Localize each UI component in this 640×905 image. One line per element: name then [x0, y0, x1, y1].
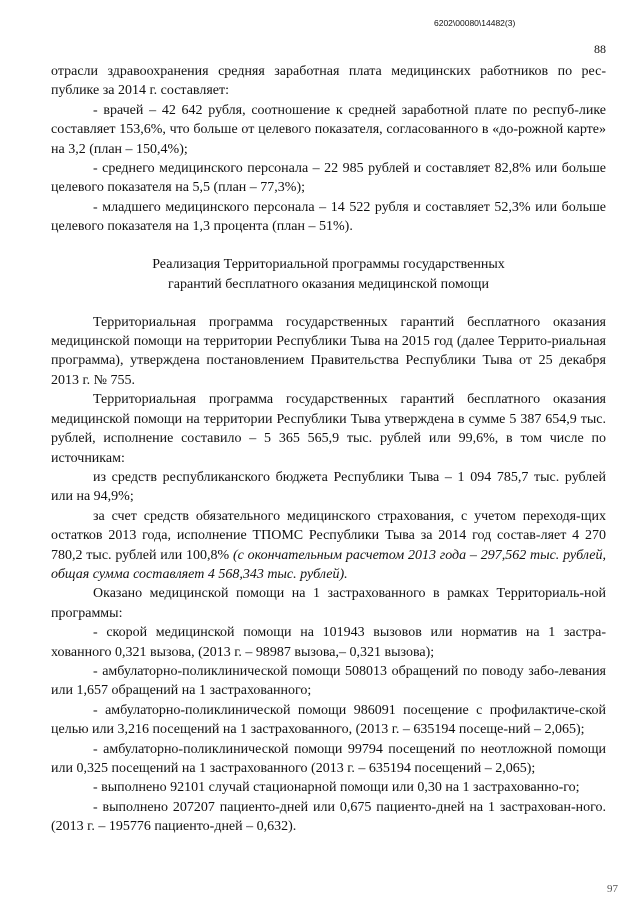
list-item: - выполнено 92101 случай стационарной помощи или 0,30 на 1 застрахованно-го;: [93, 780, 580, 796]
list-item: - скорой медицинской помощи на 101943 вызовов или норматив на 1 застра-хованного 0,321 вызова, (2013 г. – 98987 вызова,– 0,321 вызова);: [51, 625, 606, 660]
italic-note: (с окончательным расчетом 2013 года – 297,562 тыс. рублей, общая сумма составляет 4 568,343 тыс. рублей).: [51, 547, 606, 582]
list-item: - амбулаторно-поликлинической помощи 99794 посещений по неотложной помощи или 0,325 посещений на 1 застрахованного (2013 г. – 635194 посещений – 2,065);: [51, 741, 606, 776]
list-item: - амбулаторно-поликлинической помощи 508013 обращений по поводу забо-левания или 1,657 обращений на 1 застрахованного;: [51, 663, 606, 699]
corner-mark: 97: [607, 883, 618, 895]
section-heading-line: гарантий бесплатного оказания медицинской помощи: [168, 276, 489, 292]
section-heading: [51, 255, 606, 295]
paragraph: Оказано медицинской помощи на 1 застрахованного в рамках Территориаль-ной программы:: [51, 586, 606, 621]
section-heading-line: Реализация Территориальной программы государственных: [152, 256, 505, 272]
list-item: - среднего медицинского персонала – 22 985 рублей и составляет 82,8% или больше целевого показателя на 5,5 (план – 77,3%);: [51, 161, 606, 196]
document-number: 6202\00080\14482(3): [434, 18, 516, 28]
paragraph-text: за счет средств обязательного медицинского страхования, с учетом переходя-щих остатков 2013 года, исполнение ТПОМС Республики Тыва за 2014 год состав-ляет 4 270 780,2 тыс. рублей или 100,8%: [51, 508, 606, 563]
list-item: - врачей – 42 642 рубля, соотношение к средней заработной плате по респуб-лике составляет 153,6%, что больше от целевого показателя, согласованного в «до-рожной карте» на 3,2 (план – 150,4%);: [51, 102, 606, 157]
paragraph: отрасли здравоохранения средняя заработная плата медицинских работников по рес-публике за 2014 г. составляет:: [51, 64, 606, 99]
list-item: - младшего медицинского персонала – 14 522 рубля и составляет 52,3% или больше целевого показателя на 1,3 процента (план – 51%).: [51, 199, 606, 235]
list-item: - амбулаторно-поликлинической помощи 986091 посещение с профилактиче-ской целью или 3,216 посещений на 1 застрахованного, (2013 г. – 635194 посеще-ний – 2,065);: [51, 702, 606, 738]
paragraph: Территориальная программа государственных гарантий бесплатного оказания медицинской помощи на территории Республики Тыва на 2015 год (далее Террито-риальная программа), утверждена постановлением Правительства Республики Тыва от 25 декабря 2013 г. № 755.: [51, 314, 606, 388]
page-number: 88: [594, 42, 606, 56]
paragraph: из средств республиканского бюджета Республики Тыва – 1 094 785,7 тыс. рублей или на 94,9%;: [51, 469, 606, 505]
list-item: - выполнено 207207 пациенто-дней или 0,675 пациенто-дней на 1 застрахован-ного. (2013 г. – 195776 пациенто-дней – 0,632).: [51, 799, 606, 835]
paragraph: Территориальная программа государственных гарантий бесплатного оказания медицинской помощи на территории Республики Тыва утверждена в сумме 5 387 654,9 тыс. рублей, исполнение составило – 5 365 565,9 тыс. рублей или 99,6%, в том числе по источникам:: [51, 392, 606, 466]
document-body: [51, 62, 606, 837]
paragraph: [51, 507, 606, 585]
